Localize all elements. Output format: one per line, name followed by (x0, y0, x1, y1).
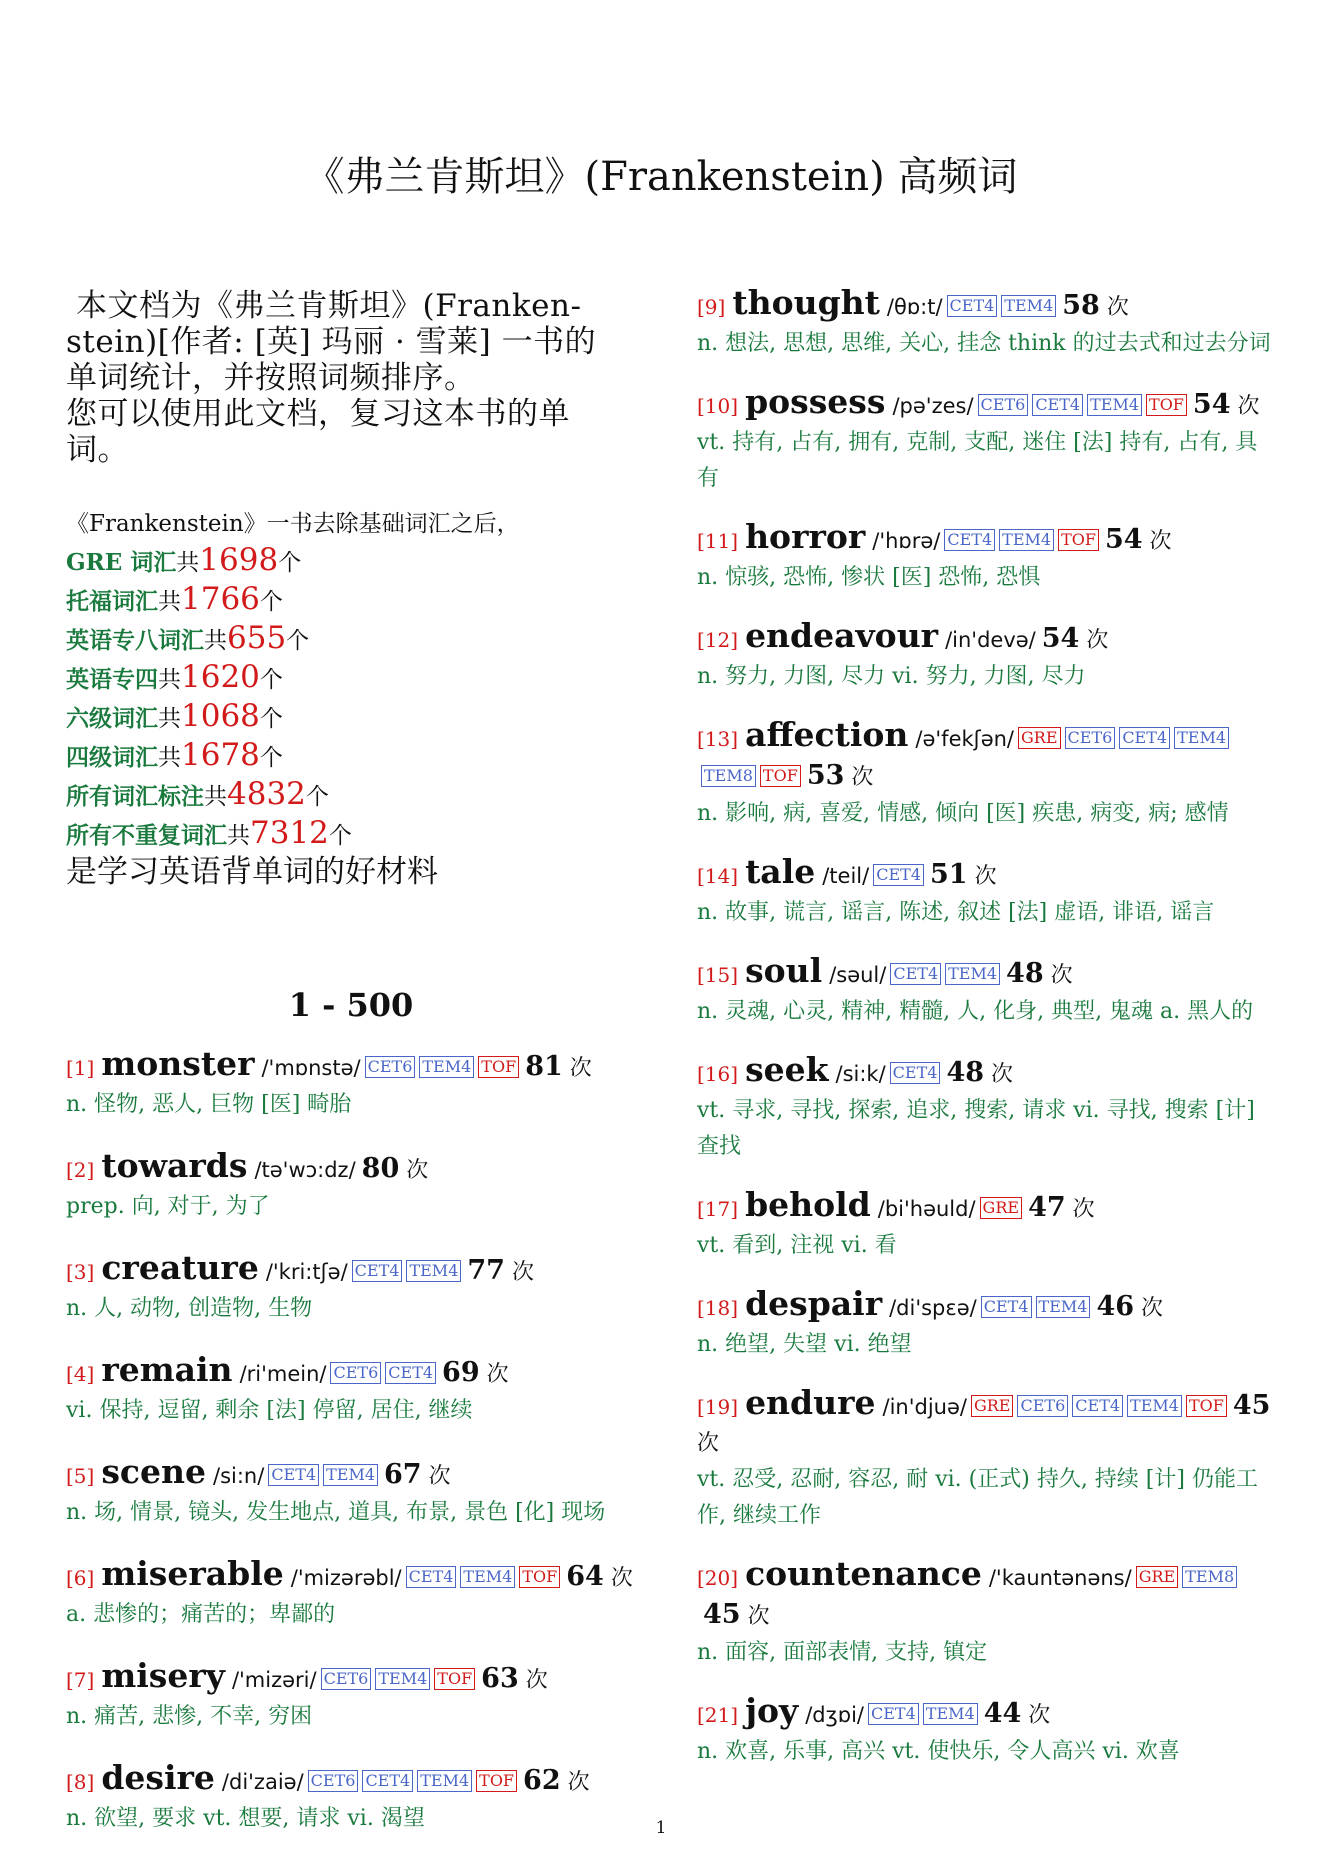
entry-count: 62 (523, 1765, 561, 1796)
stat-unit: 个 (259, 667, 283, 693)
entry-index: [3] (66, 1260, 95, 1284)
word-entry (66, 1454, 636, 1531)
exam-tag: TEM8 (701, 765, 756, 787)
exam-tag: GRE (980, 1197, 1023, 1219)
exam-tag: CET4 (1119, 727, 1170, 749)
entry-definition: n. 痛苦, 悲惨, 不幸, 穷困 (66, 1704, 313, 1729)
exam-tag: CET4 (406, 1566, 457, 1588)
entry-index: [2] (66, 1158, 95, 1182)
entry-count: 80 (361, 1153, 400, 1184)
entry-headline (697, 1187, 1277, 1228)
count-unit: 次 (525, 1668, 548, 1693)
entry-headline (697, 1286, 1277, 1327)
entry-phonetic: /'mɒnstə/ (261, 1056, 361, 1080)
stat-unit: 个 (328, 823, 352, 849)
exam-tag: TEM4 (1127, 1395, 1182, 1417)
entry-definition: vt. 看到, 注视 vi. 看 (697, 1233, 897, 1258)
entry-definition: vt. 寻求, 寻找, 探索, 追求, 搜索, 请求 vi. 寻找, 搜索 [计] 查找 (697, 1098, 1255, 1159)
entry-definition: vi. 保持, 逗留, 剩余 [法] 停留, 居住, 继续 (66, 1398, 473, 1423)
stat-count: 1766 (181, 581, 260, 617)
stat-row (66, 581, 636, 620)
exam-tag: CET4 (890, 1062, 941, 1084)
word-entry (697, 285, 1277, 362)
intro-line: 单词统计，并按照词频排序。 (66, 360, 476, 396)
stat-label: 四级词汇 (66, 744, 158, 771)
page-title: 《弗兰肯斯坦》(Frankenstein) 高频词 (304, 154, 1018, 200)
entry-index: [4] (66, 1362, 95, 1386)
exam-tag: CET6 (978, 394, 1029, 416)
exam-tag: TOF (1146, 394, 1187, 416)
count-unit: 次 (1028, 1703, 1051, 1728)
stat-row (66, 659, 636, 698)
entry-phonetic: /θɒ:t/ (886, 295, 943, 319)
stat-label: 托福词汇 (66, 588, 158, 615)
intro-paragraph (66, 288, 636, 468)
entry-index: [1] (66, 1056, 95, 1080)
intro-line: 本文档为《弗兰肯斯坦》(Franken- (76, 288, 582, 324)
stat-row (66, 542, 636, 581)
word-list-right (697, 285, 1277, 1770)
right-column (697, 285, 1277, 1792)
exam-tag: TEM4 (419, 1056, 474, 1078)
entry-count: 53 (806, 760, 845, 791)
entry-headline (66, 1352, 636, 1393)
word-entry (697, 1286, 1277, 1363)
stat-unit: 个 (286, 628, 310, 654)
stat-count: 7312 (250, 815, 329, 851)
exam-tag: TOF (478, 1056, 519, 1078)
count-unit: 次 (569, 1056, 592, 1081)
exam-tag: CET4 (947, 295, 998, 317)
stat-label: 所有不重复词汇 (66, 822, 227, 849)
entry-definition: n. 努力, 力图, 尽力 vi. 努力, 力图, 尽力 (697, 664, 1086, 689)
entry-index: [13] (697, 727, 739, 751)
entry-index: [8] (66, 1770, 95, 1794)
entry-word: desire (101, 1758, 215, 1797)
entry-index: [6] (66, 1566, 95, 1590)
entry-index: [5] (66, 1464, 95, 1488)
exam-tag: CET4 (1032, 394, 1083, 416)
word-entry (697, 618, 1277, 695)
entry-headline (66, 1046, 636, 1087)
exam-tag: CET6 (365, 1056, 416, 1078)
exam-tag: CET4 (868, 1703, 919, 1725)
stat-row (66, 698, 636, 737)
count-unit: 次 (1050, 963, 1073, 988)
entry-headline (697, 519, 1277, 560)
exam-tag: TEM4 (323, 1464, 378, 1486)
stat-unit: 个 (305, 784, 329, 810)
entry-word: misery (101, 1656, 225, 1695)
entry-definition: n. 故事, 谎言, 谣言, 陈述, 叙述 [法] 虚语, 诽语, 谣言 (697, 900, 1215, 925)
entry-index: [7] (66, 1668, 95, 1692)
exam-tag: TOF (760, 765, 801, 787)
stat-count: 655 (227, 620, 287, 656)
word-list-left (66, 1046, 636, 1837)
word-entry (66, 1148, 636, 1225)
stat-label: GRE 词汇 (66, 549, 177, 576)
entry-phonetic: /di'spɛə/ (889, 1296, 977, 1320)
exam-tag: CET6 (1065, 727, 1116, 749)
entry-headline (697, 1385, 1277, 1462)
entry-definition: n. 欢喜, 乐事, 高兴 vt. 使快乐, 令人高兴 vi. 欢喜 (697, 1739, 1180, 1764)
stat-row (66, 737, 636, 776)
entry-count: 51 (930, 859, 968, 890)
entry-definition: n. 怪物, 恶人, 巨物 [医] 畸胎 (66, 1092, 352, 1117)
exam-tag: TEM4 (1174, 727, 1229, 749)
entry-headline (66, 1250, 636, 1291)
entry-headline (66, 1760, 636, 1801)
word-entry (697, 519, 1277, 596)
entry-headline (697, 1693, 1277, 1734)
entry-definition: n. 影响, 病, 喜爱, 情感, 倾向 [医] 疾患, 病变, 病; 感情 (697, 801, 1229, 826)
exam-tag: CET6 (330, 1362, 381, 1384)
word-entry (66, 1658, 636, 1735)
stat-connector: 共 (158, 589, 181, 615)
entry-headline (697, 285, 1277, 326)
count-unit: 次 (1149, 529, 1172, 554)
entry-index: [21] (697, 1703, 739, 1727)
stat-row (66, 620, 636, 659)
stat-connector: 共 (158, 667, 181, 693)
exam-tag: CET6 (308, 1770, 359, 1792)
stat-row (66, 776, 636, 815)
entry-phonetic: /'mizəri/ (231, 1668, 317, 1692)
stat-connector: 共 (158, 706, 181, 732)
stat-row (66, 815, 636, 854)
word-entry (697, 717, 1277, 832)
exam-tag: CET4 (352, 1260, 403, 1282)
entry-count: 64 (566, 1561, 604, 1592)
left-column (66, 288, 636, 1862)
entry-headline (697, 717, 1277, 796)
vocab-stats (66, 506, 636, 890)
word-entry (697, 1052, 1277, 1165)
entry-word: joy (745, 1691, 799, 1730)
entry-definition: n. 绝望, 失望 vi. 绝望 (697, 1332, 912, 1357)
section-heading: 1 - 500 (288, 986, 414, 1024)
entry-phonetic: /ə'fekʃən/ (915, 727, 1015, 751)
page-number: 1 (655, 1818, 667, 1838)
exam-tag: TOF (1186, 1395, 1227, 1417)
entry-word: monster (101, 1044, 255, 1083)
entry-phonetic: /di'zaiə/ (221, 1770, 304, 1794)
entry-index: [12] (697, 628, 739, 652)
entry-count: 44 (983, 1698, 1022, 1729)
stat-connector: 共 (204, 784, 227, 810)
entry-word: seek (745, 1050, 829, 1089)
stat-label: 六级词汇 (66, 705, 158, 732)
count-unit: 次 (1086, 628, 1109, 653)
entry-index: [11] (697, 529, 739, 553)
entry-headline (697, 384, 1277, 425)
exam-tag: CET4 (890, 963, 941, 985)
entry-word: affection (745, 715, 909, 754)
exam-tag: CET4 (981, 1296, 1032, 1318)
intro-line: stein)[作者: [英] 玛丽 · 雪莱] 一书的 (66, 324, 597, 360)
entry-word: endure (745, 1383, 876, 1422)
entry-phonetic: /'hɒrə/ (872, 529, 941, 553)
entry-headline (697, 618, 1277, 659)
stat-connector: 共 (227, 823, 250, 849)
exam-tag: TOF (519, 1566, 560, 1588)
intro-line: 词。 (66, 432, 129, 468)
word-entry (66, 1250, 636, 1327)
stats-lead: 《Frankenstein》一书去除基础词汇之后， (66, 511, 520, 537)
stat-unit: 个 (259, 745, 283, 771)
entry-headline (697, 854, 1277, 895)
exam-tag: CET4 (385, 1362, 436, 1384)
exam-tag: GRE (1136, 1566, 1179, 1588)
entry-phonetic: /bi'həuld/ (877, 1197, 976, 1221)
entry-definition: vt. 持有, 占有, 拥有, 克制, 支配, 迷住 [法] 持有, 占有, 具有 (697, 430, 1258, 491)
entry-phonetic: /pə'zes/ (892, 394, 974, 418)
entry-headline (66, 1556, 636, 1597)
count-unit: 次 (610, 1566, 633, 1591)
stat-connector: 共 (158, 745, 181, 771)
word-entry (697, 1187, 1277, 1264)
exam-tag: TEM4 (1087, 394, 1142, 416)
stat-connector: 共 (176, 550, 200, 576)
entry-word: towards (101, 1146, 248, 1185)
exam-tag: CET4 (944, 529, 995, 551)
entry-definition: n. 欲望, 要求 vt. 想要, 请求 vi. 渴望 (66, 1806, 425, 1831)
entry-word: despair (745, 1284, 883, 1323)
word-entry (697, 384, 1277, 497)
count-unit: 次 (428, 1464, 451, 1489)
stats-list (66, 542, 636, 854)
count-unit: 次 (747, 1604, 770, 1629)
entry-phonetic: /teil/ (822, 864, 870, 888)
count-unit: 次 (974, 864, 997, 889)
entry-definition: n. 人, 动物, 创造物, 生物 (66, 1296, 313, 1321)
entry-phonetic: /dʒɒi/ (805, 1703, 864, 1727)
entry-headline (697, 953, 1277, 994)
word-entry (66, 1352, 636, 1429)
entry-definition: n. 惊骇, 恐怖, 惨状 [医] 恐怖, 恐惧 (697, 565, 1041, 590)
entry-definition: n. 面容, 面部表情, 支持, 镇定 (697, 1640, 988, 1665)
entry-count: 69 (442, 1357, 480, 1388)
word-entry (697, 854, 1277, 931)
entry-count: 48 (946, 1057, 985, 1088)
stat-label: 英语专八词汇 (66, 627, 204, 654)
entry-index: [20] (697, 1566, 739, 1590)
entry-phonetic: /in'djuə/ (882, 1395, 967, 1419)
count-unit: 次 (1106, 295, 1129, 320)
entry-phonetic: /'kauntənəns/ (988, 1566, 1132, 1590)
stat-count: 1678 (181, 737, 260, 773)
entry-word: horror (745, 517, 866, 556)
entry-word: endeavour (745, 616, 939, 655)
word-entry (697, 953, 1277, 1030)
count-unit: 次 (991, 1062, 1014, 1087)
stat-unit: 个 (259, 589, 283, 615)
stat-label: 英语专四 (66, 666, 158, 693)
entry-definition: a. 悲惨的；痛苦的；卑鄙的 (66, 1602, 336, 1627)
entry-index: [19] (697, 1395, 739, 1419)
exam-tag: GRE (1018, 727, 1061, 749)
entry-phonetic: /in'devə/ (945, 628, 1036, 652)
intro-line: 您可以使用此文档，复习这本书的单 (66, 396, 570, 432)
entry-word: miserable (101, 1554, 284, 1593)
count-unit: 次 (486, 1362, 509, 1387)
exam-tag: TEM4 (417, 1770, 472, 1792)
entry-word: possess (745, 382, 886, 421)
entry-word: tale (745, 852, 816, 891)
count-unit: 次 (1072, 1197, 1095, 1222)
entry-word: behold (745, 1185, 871, 1224)
entry-definition: n. 场, 情景, 镜头, 发生地点, 道具, 布景, 景色 [化] 现场 (66, 1500, 606, 1525)
stat-connector: 共 (204, 628, 227, 654)
count-unit: 次 (1237, 394, 1260, 419)
entry-word: countenance (745, 1554, 982, 1593)
entry-count: 77 (467, 1255, 505, 1286)
entry-headline (697, 1556, 1277, 1635)
count-unit: 次 (851, 765, 874, 790)
exam-tag: TEM8 (1182, 1566, 1237, 1588)
exam-tag: TOF (434, 1668, 475, 1690)
entry-index: [9] (697, 295, 726, 319)
exam-tag: CET4 (362, 1770, 413, 1792)
entry-phonetic: /si:k/ (835, 1062, 886, 1086)
count-unit: 次 (406, 1158, 429, 1183)
exam-tag: TEM4 (1001, 295, 1056, 317)
exam-tag: CET4 (1072, 1395, 1123, 1417)
count-unit: 次 (511, 1260, 534, 1285)
exam-tag: TOF (1058, 529, 1099, 551)
exam-tag: CET6 (1017, 1395, 1068, 1417)
entry-definition: n. 想法, 思想, 思维, 关心, 挂念 think 的过去式和过去分词 (697, 331, 1271, 356)
entry-count: 54 (1041, 623, 1080, 654)
exam-tag: CET4 (873, 864, 924, 886)
count-unit: 次 (1141, 1296, 1164, 1321)
stat-count: 1698 (199, 542, 279, 578)
entry-word: thought (732, 283, 880, 322)
entry-phonetic: /si:n/ (213, 1464, 265, 1488)
exam-tag: GRE (971, 1395, 1014, 1417)
exam-tag: TEM4 (923, 1703, 978, 1725)
entry-headline (697, 1052, 1277, 1093)
word-entry (66, 1046, 636, 1123)
entry-count: 45 (703, 1599, 741, 1630)
entry-count: 81 (525, 1051, 563, 1082)
entry-word: creature (101, 1248, 259, 1287)
word-entry (697, 1385, 1277, 1534)
exam-tag: TEM4 (999, 529, 1054, 551)
exam-tag: CET6 (321, 1668, 372, 1690)
entry-count: 45 (1232, 1390, 1271, 1421)
entry-definition: n. 灵魂, 心灵, 精神, 精髓, 人, 化身, 典型, 鬼魂 a. 黑人的 (697, 999, 1254, 1024)
word-entry (697, 1556, 1277, 1671)
entry-word: scene (101, 1452, 206, 1491)
word-entry (697, 1693, 1277, 1770)
entry-count: 63 (481, 1663, 519, 1694)
entry-word: soul (745, 951, 823, 990)
stats-tail: 是学习英语背单词的好材料 (66, 854, 438, 890)
entry-phonetic: /'kri:tʃə/ (265, 1260, 348, 1284)
entry-count: 54 (1104, 524, 1143, 555)
entry-headline (66, 1658, 636, 1699)
entry-phonetic: /tə'wɔ:dz/ (254, 1158, 356, 1182)
entry-count: 54 (1192, 389, 1231, 420)
entry-count: 67 (384, 1459, 422, 1490)
entry-count: 46 (1096, 1291, 1135, 1322)
entry-count: 48 (1006, 958, 1044, 989)
entry-index: [17] (697, 1197, 739, 1221)
stat-unit: 个 (278, 550, 302, 576)
exam-tag: TEM4 (1036, 1296, 1091, 1318)
stat-count: 1620 (181, 659, 260, 695)
word-entry (66, 1556, 636, 1633)
count-unit: 次 (697, 1431, 720, 1456)
exam-tag: TOF (476, 1770, 517, 1792)
entry-phonetic: /səul/ (829, 963, 887, 987)
stat-count: 1068 (181, 698, 260, 734)
entry-index: [15] (697, 963, 739, 987)
stat-unit: 个 (259, 706, 283, 732)
entry-headline (66, 1454, 636, 1495)
entry-phonetic: /ri'mein/ (239, 1362, 327, 1386)
entry-word: remain (101, 1350, 233, 1389)
exam-tag: TEM4 (945, 963, 1000, 985)
exam-tag: TEM4 (406, 1260, 461, 1282)
entry-index: [10] (697, 394, 739, 418)
entry-definition: prep. 向, 对于, 为了 (66, 1194, 270, 1219)
exam-tag: TEM4 (375, 1668, 430, 1690)
stat-count: 4832 (227, 776, 306, 812)
entry-index: [16] (697, 1062, 739, 1086)
entry-index: [14] (697, 864, 739, 888)
exam-tag: TEM4 (460, 1566, 515, 1588)
entry-count: 58 (1062, 290, 1100, 321)
entry-count: 47 (1028, 1192, 1066, 1223)
entry-definition: vt. 忍受, 忍耐, 容忍, 耐 vi. (正式) 持久, 持续 [计] 仍能工作, 继续工作 (697, 1467, 1258, 1528)
entry-phonetic: /'mizərəbl/ (290, 1566, 402, 1590)
count-unit: 次 (567, 1770, 590, 1795)
stat-label: 所有词汇标注 (66, 783, 204, 810)
entry-headline (66, 1148, 636, 1189)
exam-tag: CET4 (268, 1464, 319, 1486)
entry-index: [18] (697, 1296, 739, 1320)
